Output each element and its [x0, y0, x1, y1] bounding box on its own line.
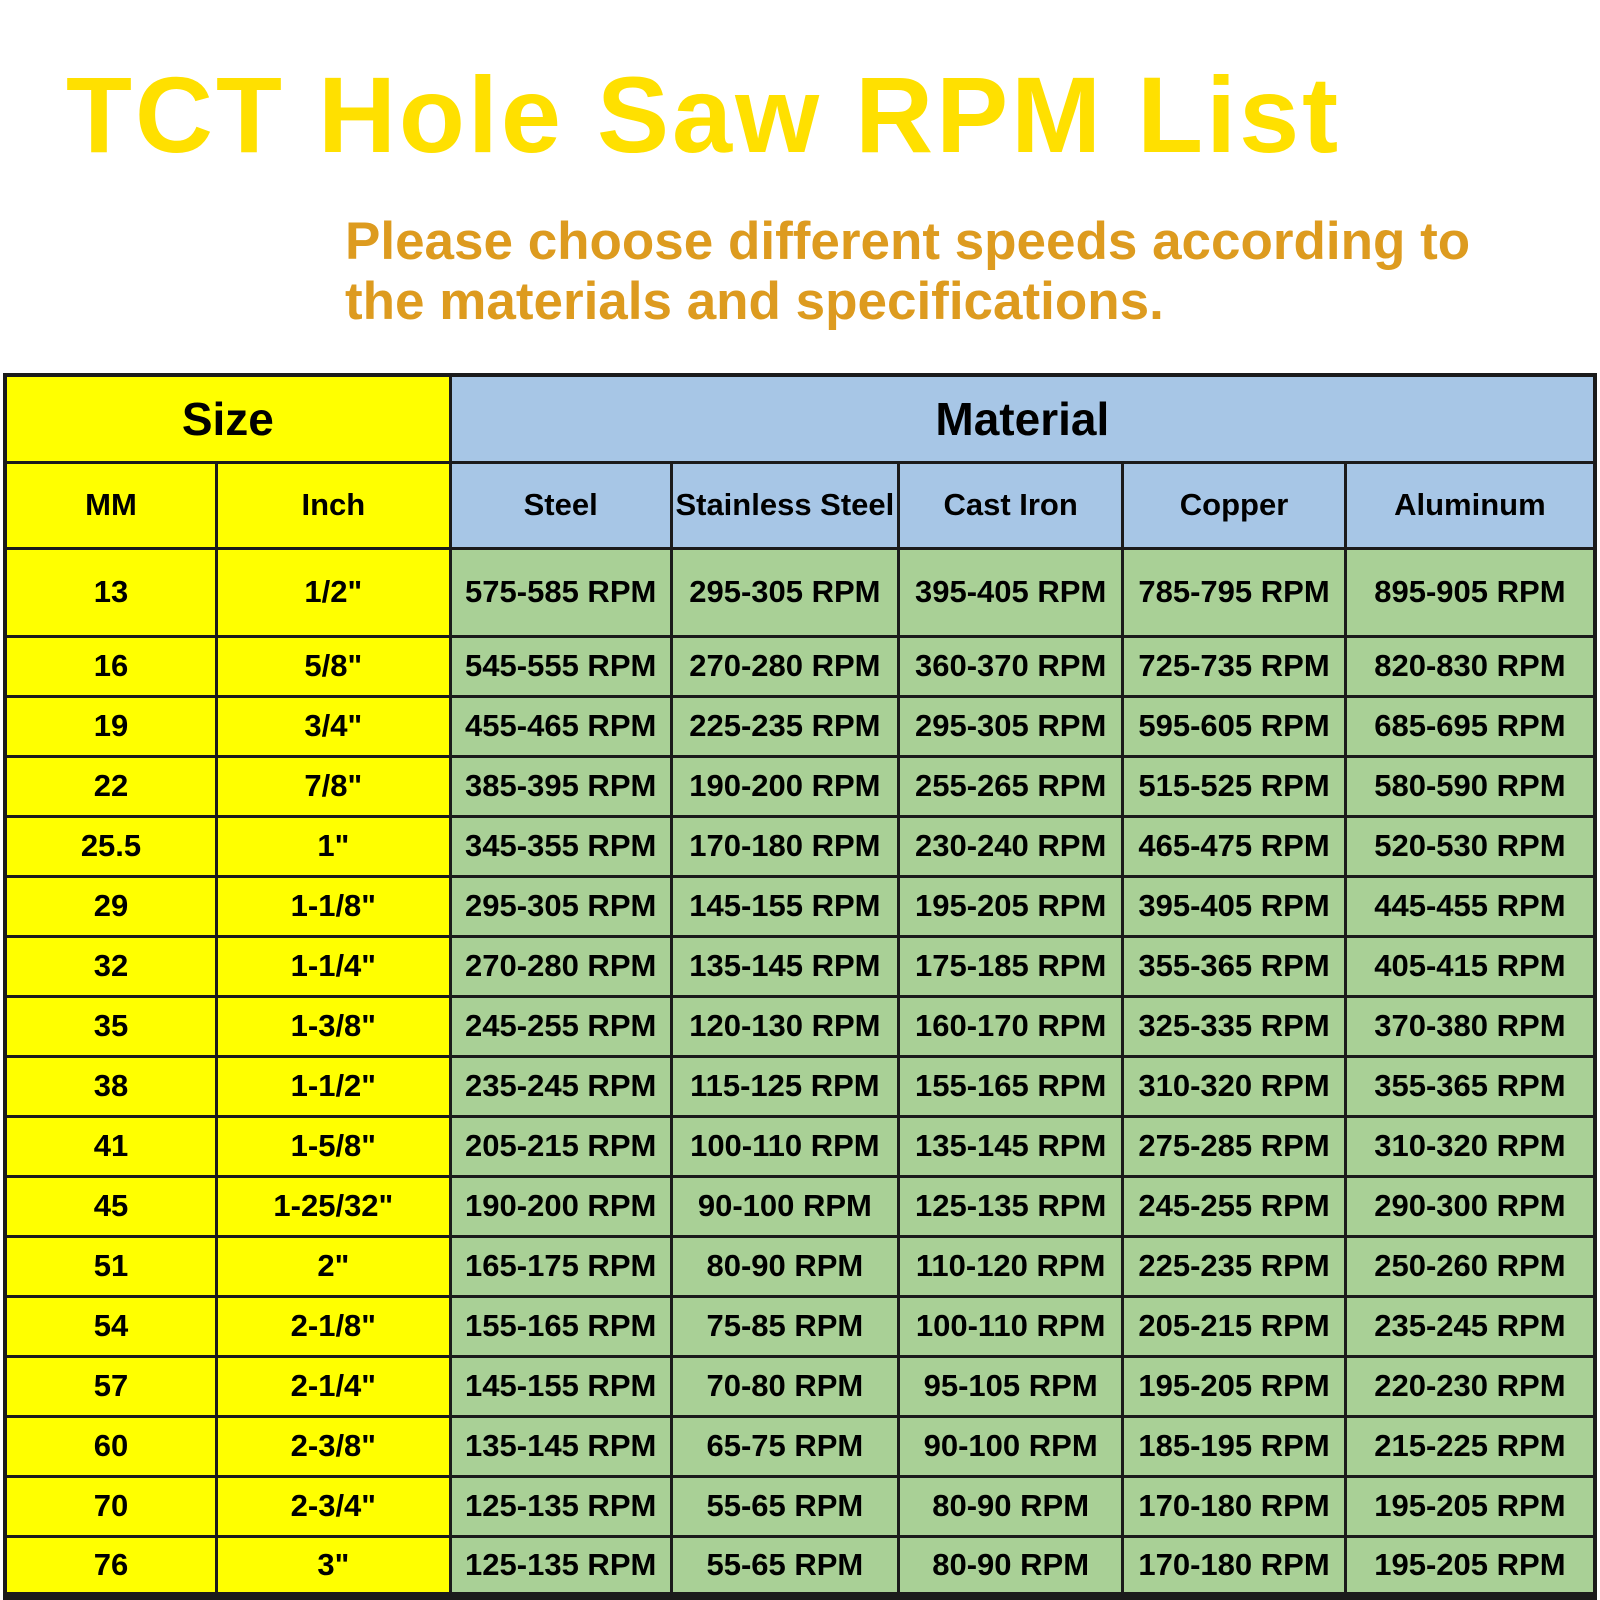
table-row: [5, 756, 1595, 816]
size-group-header: Size: [5, 375, 450, 462]
rpm-cell-stainless-steel: 225-235 RPM: [671, 696, 898, 756]
rpm-cell-aluminum: 220-230 RPM: [1345, 1356, 1595, 1416]
rpm-cell-copper: 355-365 RPM: [1123, 936, 1346, 996]
mm-cell: 51: [5, 1236, 216, 1296]
rpm-cell-aluminum: 235-245 RPM: [1345, 1296, 1595, 1356]
mm-cell: 13: [5, 548, 216, 636]
rpm-cell-aluminum: 820-830 RPM: [1345, 636, 1595, 696]
inch-cell: 1": [216, 816, 450, 876]
rpm-cell-cast-iron: 110-120 RPM: [899, 1236, 1123, 1296]
column-header-row: [5, 462, 1595, 548]
table-row: [5, 636, 1595, 696]
rpm-cell-steel: 125-135 RPM: [450, 1536, 671, 1596]
rpm-cell-cast-iron: 80-90 RPM: [899, 1476, 1123, 1536]
rpm-cell-copper: 785-795 RPM: [1123, 548, 1346, 636]
rpm-cell-copper: 170-180 RPM: [1123, 1536, 1346, 1596]
inch-cell: 2-1/8": [216, 1296, 450, 1356]
rpm-cell-copper: 225-235 RPM: [1123, 1236, 1346, 1296]
rpm-cell-steel: 125-135 RPM: [450, 1476, 671, 1536]
rpm-cell-aluminum: 290-300 RPM: [1345, 1176, 1595, 1236]
inch-cell: 7/8": [216, 756, 450, 816]
rpm-cell-cast-iron: 160-170 RPM: [899, 996, 1123, 1056]
rpm-cell-steel: 345-355 RPM: [450, 816, 671, 876]
rpm-cell-aluminum: 445-455 RPM: [1345, 876, 1595, 936]
rpm-cell-steel: 235-245 RPM: [450, 1056, 671, 1116]
rpm-cell-aluminum: 215-225 RPM: [1345, 1416, 1595, 1476]
rpm-cell-stainless-steel: 190-200 RPM: [671, 756, 898, 816]
rpm-cell-steel: 155-165 RPM: [450, 1296, 671, 1356]
rpm-cell-steel: 385-395 RPM: [450, 756, 671, 816]
rpm-cell-cast-iron: 230-240 RPM: [899, 816, 1123, 876]
rpm-cell-aluminum: 370-380 RPM: [1345, 996, 1595, 1056]
inch-cell: 2-3/8": [216, 1416, 450, 1476]
mm-cell: 35: [5, 996, 216, 1056]
rpm-cell-stainless-steel: 270-280 RPM: [671, 636, 898, 696]
rpm-cell-steel: 165-175 RPM: [450, 1236, 671, 1296]
mm-cell: 19: [5, 696, 216, 756]
inch-cell: 1-3/8": [216, 996, 450, 1056]
rpm-cell-copper: 205-215 RPM: [1123, 1296, 1346, 1356]
inch-cell: 1-1/4": [216, 936, 450, 996]
rpm-cell-aluminum: 580-590 RPM: [1345, 756, 1595, 816]
rpm-cell-aluminum: 195-205 RPM: [1345, 1536, 1595, 1596]
subtitle-line-1: Please choose different speeds according to: [345, 212, 1471, 271]
table-row: [5, 1416, 1595, 1476]
inch-cell: 1-25/32": [216, 1176, 450, 1236]
rpm-cell-copper: 185-195 RPM: [1123, 1416, 1346, 1476]
inch-cell: 2": [216, 1236, 450, 1296]
rpm-cell-copper: 275-285 RPM: [1123, 1116, 1346, 1176]
mm-cell: 29: [5, 876, 216, 936]
rpm-cell-stainless-steel: 55-65 RPM: [671, 1536, 898, 1596]
rpm-cell-stainless-steel: 70-80 RPM: [671, 1356, 898, 1416]
rpm-cell-stainless-steel: 65-75 RPM: [671, 1416, 898, 1476]
rpm-cell-cast-iron: 155-165 RPM: [899, 1056, 1123, 1116]
table-row: [5, 1056, 1595, 1116]
rpm-cell-stainless-steel: 145-155 RPM: [671, 876, 898, 936]
table-row: [5, 1536, 1595, 1596]
rpm-cell-cast-iron: 395-405 RPM: [899, 548, 1123, 636]
rpm-cell-cast-iron: 195-205 RPM: [899, 876, 1123, 936]
mm-cell: 22: [5, 756, 216, 816]
rpm-cell-aluminum: 355-365 RPM: [1345, 1056, 1595, 1116]
group-header-row: [5, 375, 1595, 462]
rpm-cell-steel: 455-465 RPM: [450, 696, 671, 756]
rpm-cell-copper: 465-475 RPM: [1123, 816, 1346, 876]
mm-cell: 60: [5, 1416, 216, 1476]
inch-cell: 1-1/8": [216, 876, 450, 936]
column-header-inch: Inch: [216, 462, 450, 548]
column-header-steel: Steel: [450, 462, 671, 548]
rpm-cell-cast-iron: 175-185 RPM: [899, 936, 1123, 996]
rpm-cell-cast-iron: 125-135 RPM: [899, 1176, 1123, 1236]
table-row: [5, 696, 1595, 756]
column-header-mm: MM: [5, 462, 216, 548]
mm-cell: 25.5: [5, 816, 216, 876]
rpm-cell-copper: 395-405 RPM: [1123, 876, 1346, 936]
rpm-cell-steel: 245-255 RPM: [450, 996, 671, 1056]
rpm-cell-copper: 245-255 RPM: [1123, 1176, 1346, 1236]
inch-cell: 2-3/4": [216, 1476, 450, 1536]
rpm-cell-stainless-steel: 90-100 RPM: [671, 1176, 898, 1236]
rpm-cell-copper: 310-320 RPM: [1123, 1056, 1346, 1116]
rpm-cell-steel: 295-305 RPM: [450, 876, 671, 936]
rpm-cell-steel: 190-200 RPM: [450, 1176, 671, 1236]
column-header-copper: Copper: [1123, 462, 1346, 548]
rpm-cell-cast-iron: 255-265 RPM: [899, 756, 1123, 816]
rpm-cell-copper: 195-205 RPM: [1123, 1356, 1346, 1416]
mm-cell: 41: [5, 1116, 216, 1176]
table-row: [5, 816, 1595, 876]
rpm-cell-cast-iron: 80-90 RPM: [899, 1536, 1123, 1596]
table-row: [5, 1296, 1595, 1356]
rpm-cell-stainless-steel: 170-180 RPM: [671, 816, 898, 876]
mm-cell: 70: [5, 1476, 216, 1536]
rpm-cell-cast-iron: 360-370 RPM: [899, 636, 1123, 696]
rpm-cell-aluminum: 310-320 RPM: [1345, 1116, 1595, 1176]
column-header-cast-iron: Cast Iron: [899, 462, 1123, 548]
table-row: [5, 996, 1595, 1056]
rpm-cell-steel: 270-280 RPM: [450, 936, 671, 996]
rpm-cell-stainless-steel: 55-65 RPM: [671, 1476, 898, 1536]
mm-cell: 45: [5, 1176, 216, 1236]
rpm-cell-steel: 135-145 RPM: [450, 1416, 671, 1476]
rpm-cell-aluminum: 250-260 RPM: [1345, 1236, 1595, 1296]
rpm-cell-steel: 545-555 RPM: [450, 636, 671, 696]
rpm-cell-aluminum: 195-205 RPM: [1345, 1476, 1595, 1536]
rpm-cell-stainless-steel: 75-85 RPM: [671, 1296, 898, 1356]
table-row: [5, 1176, 1595, 1236]
mm-cell: 32: [5, 936, 216, 996]
inch-cell: 1/2": [216, 548, 450, 636]
column-header-stainless-steel: Stainless Steel: [671, 462, 898, 548]
mm-cell: 76: [5, 1536, 216, 1596]
rpm-cell-cast-iron: 100-110 RPM: [899, 1296, 1123, 1356]
rpm-cell-stainless-steel: 135-145 RPM: [671, 936, 898, 996]
rpm-cell-steel: 145-155 RPM: [450, 1356, 671, 1416]
rpm-cell-copper: 595-605 RPM: [1123, 696, 1346, 756]
inch-cell: 3": [216, 1536, 450, 1596]
rpm-cell-steel: 575-585 RPM: [450, 548, 671, 636]
inch-cell: 3/4": [216, 696, 450, 756]
rpm-cell-stainless-steel: 120-130 RPM: [671, 996, 898, 1056]
table-row: [5, 876, 1595, 936]
rpm-cell-aluminum: 895-905 RPM: [1345, 548, 1595, 636]
inch-cell: 1-5/8": [216, 1116, 450, 1176]
table-row: [5, 548, 1595, 636]
material-group-header: Material: [450, 375, 1595, 462]
mm-cell: 57: [5, 1356, 216, 1416]
table-row: [5, 1116, 1595, 1176]
page-subtitle: [345, 212, 1470, 333]
rpm-cell-aluminum: 685-695 RPM: [1345, 696, 1595, 756]
rpm-cell-cast-iron: 95-105 RPM: [899, 1356, 1123, 1416]
page-title: TCT Hole Saw RPM List: [66, 54, 1342, 175]
mm-cell: 38: [5, 1056, 216, 1116]
table-row: [5, 1476, 1595, 1536]
rpm-cell-stainless-steel: 115-125 RPM: [671, 1056, 898, 1116]
mm-cell: 54: [5, 1296, 216, 1356]
mm-cell: 16: [5, 636, 216, 696]
inch-cell: 1-1/2": [216, 1056, 450, 1116]
table-row: [5, 936, 1595, 996]
rpm-cell-copper: 325-335 RPM: [1123, 996, 1346, 1056]
rpm-cell-aluminum: 520-530 RPM: [1345, 816, 1595, 876]
column-header-aluminum: Aluminum: [1345, 462, 1595, 548]
rpm-cell-copper: 170-180 RPM: [1123, 1476, 1346, 1536]
rpm-cell-stainless-steel: 100-110 RPM: [671, 1116, 898, 1176]
rpm-cell-cast-iron: 90-100 RPM: [899, 1416, 1123, 1476]
rpm-table: [3, 373, 1597, 1600]
subtitle-line-2: the materials and specifications.: [345, 272, 1164, 332]
rpm-cell-copper: 725-735 RPM: [1123, 636, 1346, 696]
rpm-cell-aluminum: 405-415 RPM: [1345, 936, 1595, 996]
table-row: [5, 1236, 1595, 1296]
rpm-cell-cast-iron: 295-305 RPM: [899, 696, 1123, 756]
rpm-cell-cast-iron: 135-145 RPM: [899, 1116, 1123, 1176]
rpm-cell-stainless-steel: 80-90 RPM: [671, 1236, 898, 1296]
rpm-cell-copper: 515-525 RPM: [1123, 756, 1346, 816]
rpm-cell-stainless-steel: 295-305 RPM: [671, 548, 898, 636]
table-body: [5, 548, 1595, 1596]
inch-cell: 5/8": [216, 636, 450, 696]
table-row: [5, 1356, 1595, 1416]
rpm-cell-steel: 205-215 RPM: [450, 1116, 671, 1176]
inch-cell: 2-1/4": [216, 1356, 450, 1416]
